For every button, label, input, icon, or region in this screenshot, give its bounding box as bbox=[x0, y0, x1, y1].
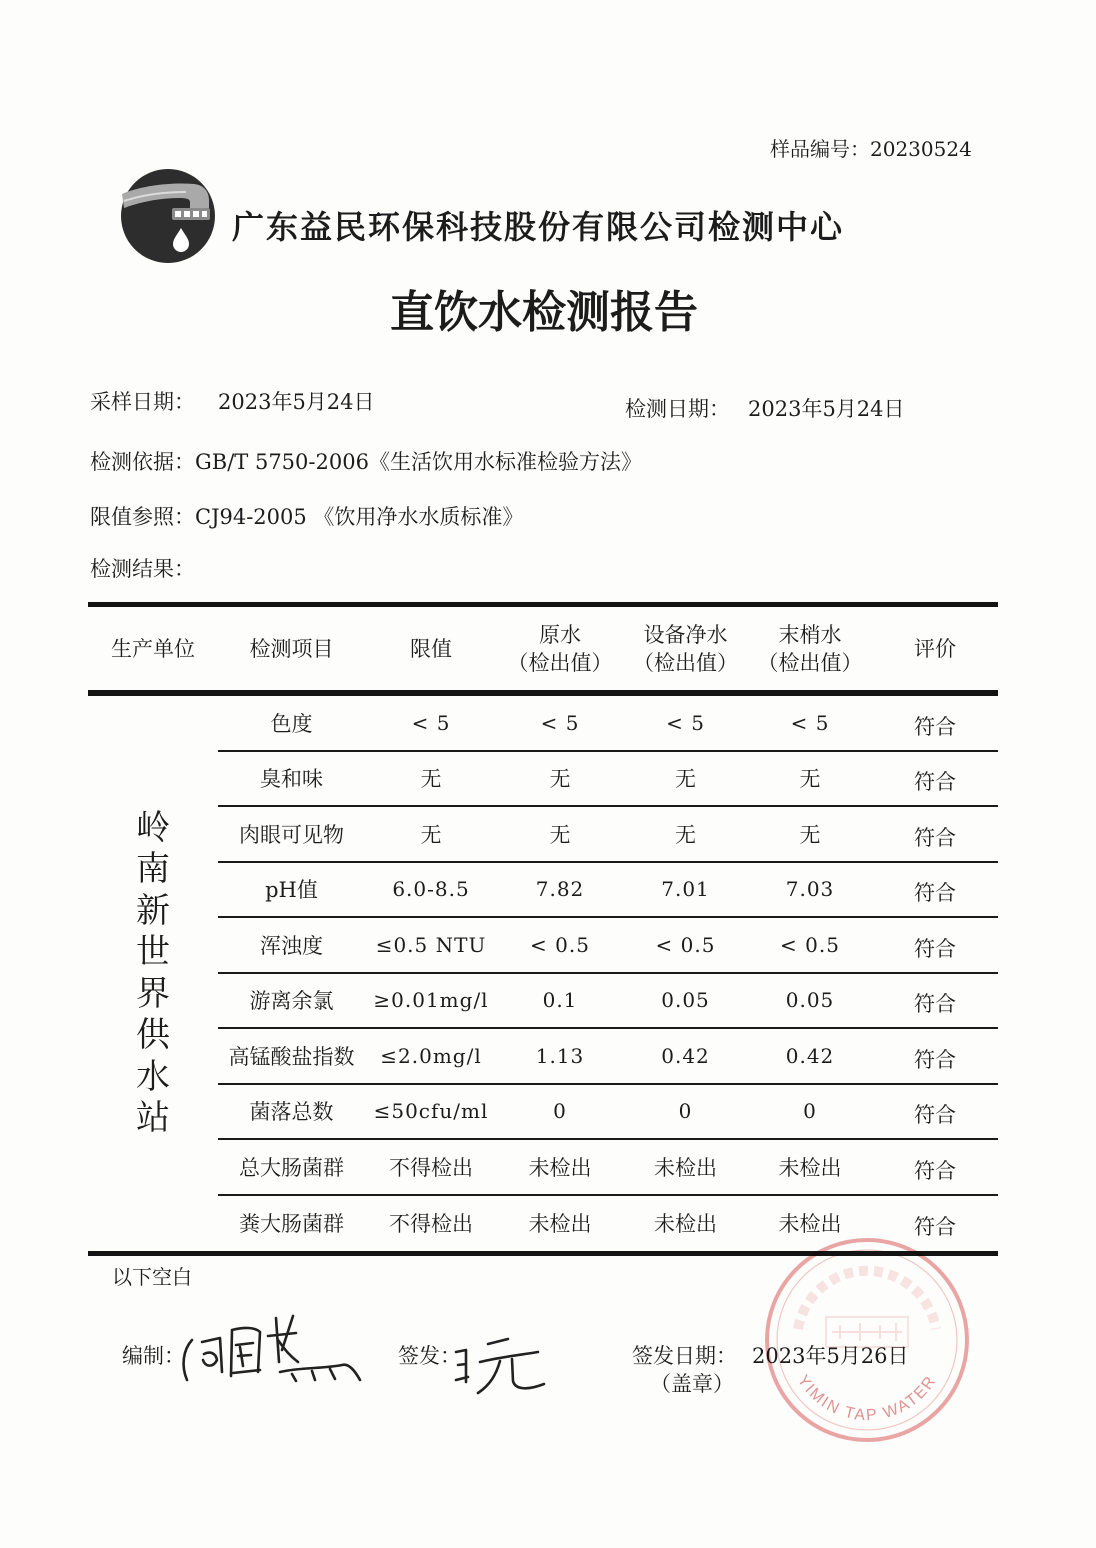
cell-terminal: 未检出 bbox=[778, 1155, 842, 1180]
cell-terminal: 0 bbox=[803, 1099, 817, 1124]
seal-note: （盖章） bbox=[650, 1372, 734, 1396]
test-date: 2023年5月24日 bbox=[748, 397, 905, 421]
cell-raw: < 0.5 bbox=[530, 932, 590, 957]
cell-purified: 未检出 bbox=[654, 1155, 717, 1180]
cell-purified: 未检出 bbox=[654, 1212, 717, 1237]
cell-raw: 7.82 bbox=[535, 877, 585, 902]
cell-evaluation: 符合 bbox=[914, 770, 956, 795]
cell-evaluation: 符合 bbox=[914, 825, 956, 850]
cell-terminal: 0.05 bbox=[785, 988, 835, 1013]
cell-evaluation: 符合 bbox=[914, 714, 956, 739]
cell-limit: 不得检出 bbox=[389, 1155, 473, 1180]
cell-raw: 未检出 bbox=[528, 1212, 592, 1237]
header-unit bbox=[88, 607, 218, 690]
cell-limit: 不得检出 bbox=[389, 1212, 473, 1237]
cell-raw: 无 bbox=[549, 822, 571, 847]
sample-number-value: 20230524 bbox=[870, 137, 972, 161]
table-row bbox=[218, 1085, 998, 1141]
table-row bbox=[218, 696, 998, 752]
cell-limit: ≤50cfu/ml bbox=[373, 1099, 489, 1124]
cell-evaluation: 符合 bbox=[914, 881, 956, 906]
cell-terminal: 无 bbox=[799, 822, 821, 847]
cell-limit: ≤0.5 NTU bbox=[375, 932, 487, 957]
table-header bbox=[88, 607, 998, 696]
limit-reference-value: CJ94-2005 《饮用净水水质标准》 bbox=[195, 505, 524, 529]
cell-purified: 0 bbox=[678, 1099, 693, 1124]
sample-number-label: 样品编号： bbox=[770, 137, 870, 161]
signature-strokes bbox=[456, 1339, 544, 1393]
cell-limit: ≥0.01mg/l bbox=[373, 988, 489, 1013]
seal-stamp bbox=[760, 1237, 975, 1447]
test-basis-label: 检测依据： bbox=[90, 450, 195, 474]
header-terminal-water bbox=[748, 607, 872, 690]
sampling-date: 2023年5月24日 bbox=[218, 390, 375, 414]
cell-raw: 0.1 bbox=[542, 988, 578, 1013]
cell-item: 臭和味 bbox=[260, 767, 323, 792]
header-purified-water bbox=[623, 607, 748, 690]
header-purified-water-label: 设备净水 bbox=[643, 622, 728, 647]
table-row bbox=[218, 752, 998, 808]
table-row bbox=[218, 918, 998, 974]
cell-evaluation: 符合 bbox=[914, 992, 956, 1017]
blank-below-note: 以下空白 bbox=[112, 1265, 192, 1289]
cell-purified: 0.42 bbox=[661, 1043, 710, 1068]
cell-limit: 无 bbox=[420, 767, 442, 792]
issued-by-label: 签发： bbox=[398, 1344, 461, 1368]
cell-item: pH值 bbox=[265, 878, 318, 903]
header-raw-water bbox=[497, 607, 623, 690]
cell-terminal: < 5 bbox=[790, 710, 830, 735]
cell-terminal: 无 bbox=[799, 767, 821, 792]
issue-date-label: 签发日期： bbox=[632, 1344, 737, 1368]
signature-issued bbox=[450, 1330, 550, 1400]
cell-purified: 无 bbox=[675, 822, 696, 847]
table-rows bbox=[218, 696, 998, 1251]
cell-evaluation: 符合 bbox=[914, 1215, 956, 1240]
cell-purified: 7.01 bbox=[661, 877, 710, 902]
cell-purified: 无 bbox=[675, 767, 696, 792]
cell-evaluation: 符合 bbox=[914, 1047, 956, 1072]
issue-date: 2023年5月26日 bbox=[752, 1344, 909, 1368]
cell-terminal: < 0.5 bbox=[780, 932, 840, 957]
table-row bbox=[218, 863, 998, 919]
limit-reference-label: 限值参照： bbox=[90, 505, 195, 529]
sampling-date-label: 采样日期： bbox=[90, 390, 195, 414]
cell-evaluation: 符合 bbox=[914, 936, 956, 961]
header-limit bbox=[365, 607, 497, 690]
test-date-label: 检测日期： bbox=[625, 397, 730, 421]
table-row bbox=[218, 807, 998, 863]
cell-purified: 0.05 bbox=[661, 988, 710, 1013]
cell-terminal: 7.03 bbox=[785, 877, 835, 902]
header-raw-water-sub: （检出值） bbox=[507, 650, 613, 675]
table-body bbox=[88, 696, 998, 1251]
cell-terminal: 0.42 bbox=[785, 1043, 835, 1068]
cell-limit: 6.0-8.5 bbox=[392, 877, 470, 902]
cell-raw: 1.13 bbox=[535, 1043, 585, 1068]
prepared-by-label: 编制： bbox=[122, 1344, 185, 1368]
limit-reference bbox=[90, 507, 523, 528]
cell-terminal: 未检出 bbox=[778, 1212, 842, 1237]
header-terminal-water-label: 末梢水 bbox=[778, 622, 842, 647]
cell-item: 菌落总数 bbox=[249, 1100, 334, 1125]
cell-purified: < 5 bbox=[666, 710, 705, 735]
cell-item: 浑浊度 bbox=[260, 933, 323, 958]
signature-strokes bbox=[184, 1316, 360, 1381]
header-unit-label: 生产单位 bbox=[111, 636, 195, 661]
cell-raw: < 5 bbox=[540, 710, 580, 735]
report-title: 直饮水检测报告 bbox=[390, 287, 698, 338]
header-item bbox=[218, 607, 365, 690]
cell-purified: < 0.5 bbox=[655, 932, 716, 957]
production-unit: 岭南新世界供水站 bbox=[136, 807, 170, 1138]
cell-evaluation: 符合 bbox=[914, 1103, 956, 1128]
signature-prepared bbox=[172, 1300, 372, 1395]
cell-item: 游离余氯 bbox=[249, 989, 334, 1014]
cell-item: 粪大肠菌群 bbox=[239, 1212, 344, 1237]
company-name: 广东益民环保科技股份有限公司检测中心 bbox=[232, 208, 845, 246]
table-row bbox=[218, 1029, 998, 1085]
cell-limit: ≤2.0mg/l bbox=[380, 1043, 482, 1068]
logo-icon bbox=[120, 168, 216, 264]
header-evaluation-label: 评价 bbox=[914, 636, 956, 661]
cell-raw: 未检出 bbox=[528, 1155, 592, 1180]
cell-limit: 无 bbox=[420, 822, 442, 847]
header-purified-water-sub: （检出值） bbox=[633, 650, 738, 675]
header-evaluation bbox=[872, 607, 998, 690]
cell-evaluation: 符合 bbox=[914, 1158, 956, 1183]
cell-item: 总大肠菌群 bbox=[239, 1155, 344, 1180]
production-unit-cell bbox=[88, 696, 218, 1251]
test-basis bbox=[90, 452, 642, 473]
results-table bbox=[88, 602, 998, 1256]
stamp-text: YIMIN TAP WATER bbox=[793, 1372, 941, 1425]
test-basis-value: GB/T 5750-2006《生活饮用水标准检验方法》 bbox=[195, 450, 642, 474]
cell-raw: 无 bbox=[549, 767, 571, 792]
header-terminal-water-sub: （检出值） bbox=[757, 650, 863, 675]
header-item-label: 检测项目 bbox=[249, 636, 334, 661]
cell-limit: < 5 bbox=[411, 710, 451, 735]
header-raw-water-label: 原水 bbox=[539, 622, 581, 647]
cell-item: 色度 bbox=[270, 711, 313, 736]
sample-number bbox=[770, 139, 972, 159]
cell-raw: 0 bbox=[553, 1099, 567, 1124]
cell-item: 肉眼可见物 bbox=[239, 822, 344, 847]
table-row bbox=[218, 974, 998, 1030]
table-row bbox=[218, 1140, 998, 1196]
header-limit-label: 限值 bbox=[410, 636, 452, 661]
svg-text:YIMIN TAP WATER bbox=[794, 1372, 940, 1424]
results-label: 检测结果： bbox=[90, 557, 195, 581]
cell-item: 高锰酸盐指数 bbox=[228, 1044, 355, 1069]
